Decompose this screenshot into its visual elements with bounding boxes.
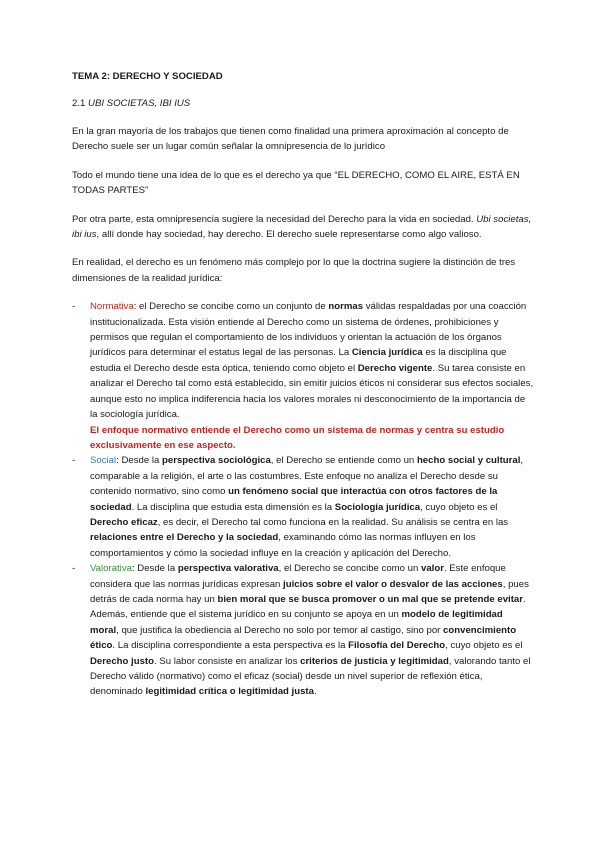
text-run: , el Derecho se concibe como un — [278, 563, 422, 575]
bold-term: Derecho vigente — [357, 362, 433, 374]
bold-term: relaciones entre el Derecho y la sociedad — [90, 532, 279, 544]
text-run: : el Derecho se concibe como un conjunto de — [133, 301, 329, 313]
text-run: . La disciplina correspondiente a esta perspectiva es la — [112, 640, 349, 652]
bold-term: perspectiva valorativa — [177, 563, 279, 575]
text-run: , comparable a la religión, el arte o las costumbres. Este enfoque no analiza el Derecho desde su contenido normativo, sino como — [90, 455, 524, 498]
section-number: 2.1 — [72, 98, 89, 109]
text-run: , que justifica la obediencia al Derecho no solo por temor al castigo, sino por — [116, 624, 444, 636]
bold-term: modelo de legitimidad moral — [90, 609, 503, 636]
bold-term: convencimiento ético — [90, 624, 517, 652]
bold-term: Filosofía del Derecho — [348, 640, 446, 652]
list-item-social — [72, 453, 534, 561]
dimensions-list — [72, 299, 534, 700]
text-run: , es decir, el Derecho tal como funciona en la realidad. Su análisis se centra en las — [157, 516, 509, 528]
document-title: TEMA 2: DERECHO Y SOCIEDAD — [72, 71, 223, 82]
paragraph-quote: Todo el mundo tiene una idea de lo que es el derecho ya que “EL DERECHO, COMO EL AIRE, ESTÁ EN TODAS PARTES” — [72, 169, 520, 197]
text-run: , cuyo objeto es el — [420, 501, 498, 513]
bold-term: bien moral que se busca promover o un mal que se pretende evitar — [217, 593, 523, 605]
latin-phrase: Ubi societas, ibi ius — [72, 213, 532, 241]
bold-term: hecho social y cultural — [416, 455, 521, 467]
bold-term: legitimidad crítica o legitimidad justa — [145, 686, 314, 698]
text-run: . Su tarea consiste en analizar el Derecho tal como está establecido, sin emitir juicios éticos ni considerar sus efectos sociales, aunque esto no implica indiferencia hacia los valores morales ni desconocimiento de la importancia de la sociología jurídica. — [90, 362, 534, 421]
text-run: : Desde la — [116, 455, 163, 467]
label-normativa: Normativa — [90, 301, 134, 313]
bullet-dash: - — [72, 563, 76, 575]
text-run: . — [313, 686, 317, 698]
text-run: válidas respaldadas por una coacción institucionalizada. Esta visión entiende al Derecho como un sistema de órdenes, prohibiciones y permisos que regulan el comportamiento de los individuos y orientan la actuación de los órganos jurídicos para determinar el estatus legal de las personas. La — [90, 301, 527, 359]
bold-term: Derecho eficaz — [90, 516, 158, 528]
section-title: UBI SOCIETAS, IBI IUS — [88, 98, 191, 109]
paragraph-ubi-societas — [72, 212, 534, 243]
list-item-normativa — [72, 299, 534, 453]
list-item-valorativa — [72, 561, 534, 700]
bold-term: criterios de justicia y legitimidad — [300, 655, 449, 667]
bullet-dash: - — [72, 455, 76, 467]
text-run: , cuyo objeto es el — [445, 640, 523, 652]
text-run: . Este enfoque considera que las normas jurídicas expresan — [90, 563, 506, 590]
bold-term: Ciencia jurídica — [351, 347, 423, 359]
label-valorativa: Valorativa — [90, 563, 132, 575]
label-social: Social — [90, 455, 117, 467]
paragraph-intro: En la gran mayoría de los trabajos que tienen como finalidad una primera aproximación al concepto de Derecho suele ser un lugar común señalar la omnipresencia de lo jurídico — [72, 126, 509, 153]
bold-term: Sociología jurídica — [334, 501, 421, 513]
bold-term: normas — [328, 301, 364, 313]
text-run: . La disciplina que estudia esta dimensión es la — [131, 501, 335, 513]
document-page — [72, 70, 534, 700]
text-run: es la disciplina que estudia el Derecho desde esta óptica, teniendo como objeto el — [90, 347, 507, 374]
text-run: : Desde la — [131, 563, 178, 575]
text-run: . Además, entiende que el sistema jurídico en su conjunto se apoya en un — [90, 593, 526, 621]
text-run: Por otra parte, esta omnipresencia sugiere la necesidad del Derecho para la vida en sociedad. — [72, 213, 477, 225]
text-run: . Su labor consiste en analizar los — [153, 655, 301, 667]
bullet-dash: - — [72, 301, 76, 313]
text-run: , examinando cómo las normas influyen en los comportamientos y cómo la sociedad influye en la creación y aplicación del Derecho. — [90, 532, 476, 559]
text-run: , pues detrás de cada norma hay un — [90, 578, 529, 605]
text-run: , el Derecho se entiende como un — [270, 455, 417, 467]
text-run: , valorando tanto el Derecho válido (normativo) como el eficaz (social) desde un nivel superior de reflexión ética, denominado — [90, 655, 531, 698]
bold-term: perspectiva sociológica — [162, 455, 271, 467]
bold-term: valor — [421, 563, 444, 575]
bold-term: juicios sobre el valor o desvalor de las acciones — [283, 578, 503, 590]
paragraph-dimensions: En realidad, el derecho es un fenómeno más complejo por lo que la doctrina sugiere la distinción de tres dimensiones de la realidad jurídica: — [72, 257, 516, 284]
bold-term: Derecho justo — [90, 655, 154, 667]
section-heading — [72, 97, 534, 110]
bold-term: un fenómeno social que interactúa con otros factores de la sociedad — [90, 486, 498, 513]
text-run: , allí donde hay sociedad, hay derecho. El derecho suele representarse como algo valioso. — [96, 229, 482, 241]
normativa-emphasis: El enfoque normativo entiende el Derecho como un sistema de normas y centra su estudio exclusivamente en ese aspecto. — [90, 424, 505, 451]
